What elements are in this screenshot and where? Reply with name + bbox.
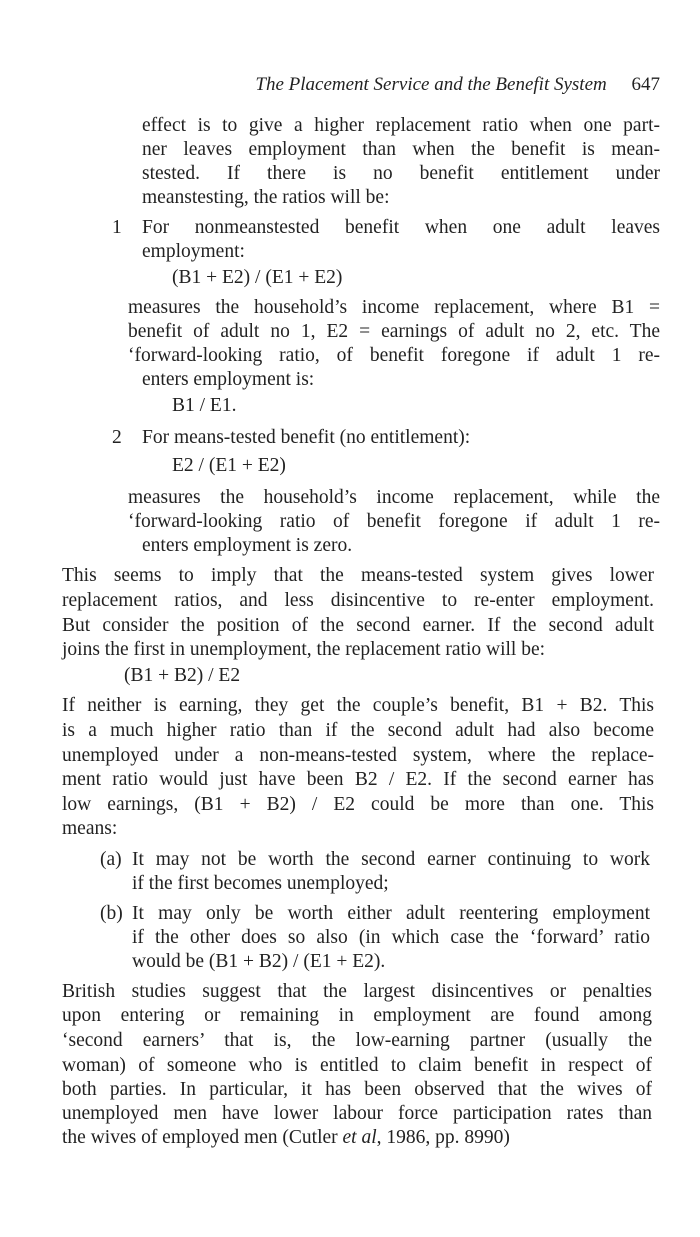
text-line: measures the household’s income replacement, while the: [128, 487, 660, 508]
text-line: means:: [62, 818, 118, 839]
text-line: joins the first in unemployment, the replacement ratio will be:: [62, 639, 546, 660]
formula: E2 / (E1 + E2): [172, 455, 286, 476]
text-line: It may not be worth the second earner continuing to work: [132, 849, 650, 870]
running-header: [60, 74, 660, 96]
text-line: is a much higher ratio than if the second adult had also become: [62, 720, 654, 741]
page-number: 647: [631, 74, 660, 95]
list-label: (a): [100, 849, 122, 870]
text-line: For means-tested benefit (no entitlement):: [142, 427, 471, 448]
text-line: If neither is earning, they get the couple’s benefit, B1 + B2. This: [62, 695, 654, 716]
text-line: employment:: [142, 241, 245, 262]
text-line: both parties. In particular, it has been observed that the wives of: [62, 1079, 652, 1100]
text-line: effect is to give a higher replacement ratio when one part-: [142, 115, 660, 136]
text-line: ner leaves employment than when the benefit is mean-: [142, 139, 660, 160]
text-line: if the other does so also (in which case the ‘forward’ ratio: [132, 927, 650, 948]
text-line: British studies suggest that the largest disincentives or penalties: [62, 981, 652, 1002]
text-line: would be (B1 + B2) / (E1 + E2).: [132, 951, 386, 972]
running-title: The Placement Service and the Benefit System: [255, 74, 607, 95]
formula: B1 / E1.: [172, 395, 237, 416]
text-line: It may only be worth either adult reentering employment: [132, 903, 650, 924]
text-line: stested. If there is no benefit entitlement under: [142, 163, 660, 184]
text-fragment: , 1986, pp. 8990): [376, 1127, 510, 1148]
text-line: low earnings, (B1 + B2) / E2 could be more than one. This: [62, 794, 654, 815]
text-line: ment ratio would just have been B2 / E2. If the second earner has: [62, 769, 654, 790]
text-line: enters employment is:: [142, 369, 315, 390]
text-line: enters employment is zero.: [142, 535, 353, 556]
text-line: replacement ratios, and less disincentive to re-enter employment.: [62, 590, 654, 611]
text-line: [62, 1126, 510, 1150]
text-line: if the first becomes unemployed;: [132, 873, 389, 894]
text-line: unemployed men have lower labour force participation rates than: [62, 1103, 652, 1124]
text-line: measures the household’s income replacement, where B1 =: [128, 297, 660, 318]
text-line: unemployed under a non-means-tested system, where the replace-: [62, 745, 654, 766]
text-line: upon entering or remaining in employment are found among: [62, 1005, 652, 1026]
text-line: benefit of adult no 1, E2 = earnings of adult no 2, etc. The: [128, 321, 660, 342]
text-line: For nonmeanstested benefit when one adult leaves: [142, 217, 660, 238]
text-fragment: the wives of employed men (Cutler: [62, 1127, 343, 1148]
text-line: woman) of someone who is entitled to claim benefit in respect of: [62, 1055, 652, 1076]
text-line: ‘forward-looking ratio, of benefit foregone if adult 1 re-: [128, 345, 660, 366]
text-line: meanstesting, the ratios will be:: [142, 187, 390, 208]
text-line: ‘forward-looking ratio of benefit foregone if adult 1 re-: [128, 511, 660, 532]
formula: (B1 + E2) / (E1 + E2): [172, 267, 343, 288]
text-line: ‘second earners’ that is, the low-earning partner (usually the: [62, 1030, 652, 1051]
formula: (B1 + B2) / E2: [124, 665, 241, 686]
list-label: (b): [100, 903, 123, 924]
list-number: 1: [112, 217, 122, 238]
text-line: But consider the position of the second earner. If the second adult: [62, 615, 654, 636]
text-line: This seems to imply that the means-tested system gives lower: [62, 565, 654, 586]
italic-fragment: et al: [342, 1127, 377, 1148]
list-number: 2: [112, 427, 122, 448]
